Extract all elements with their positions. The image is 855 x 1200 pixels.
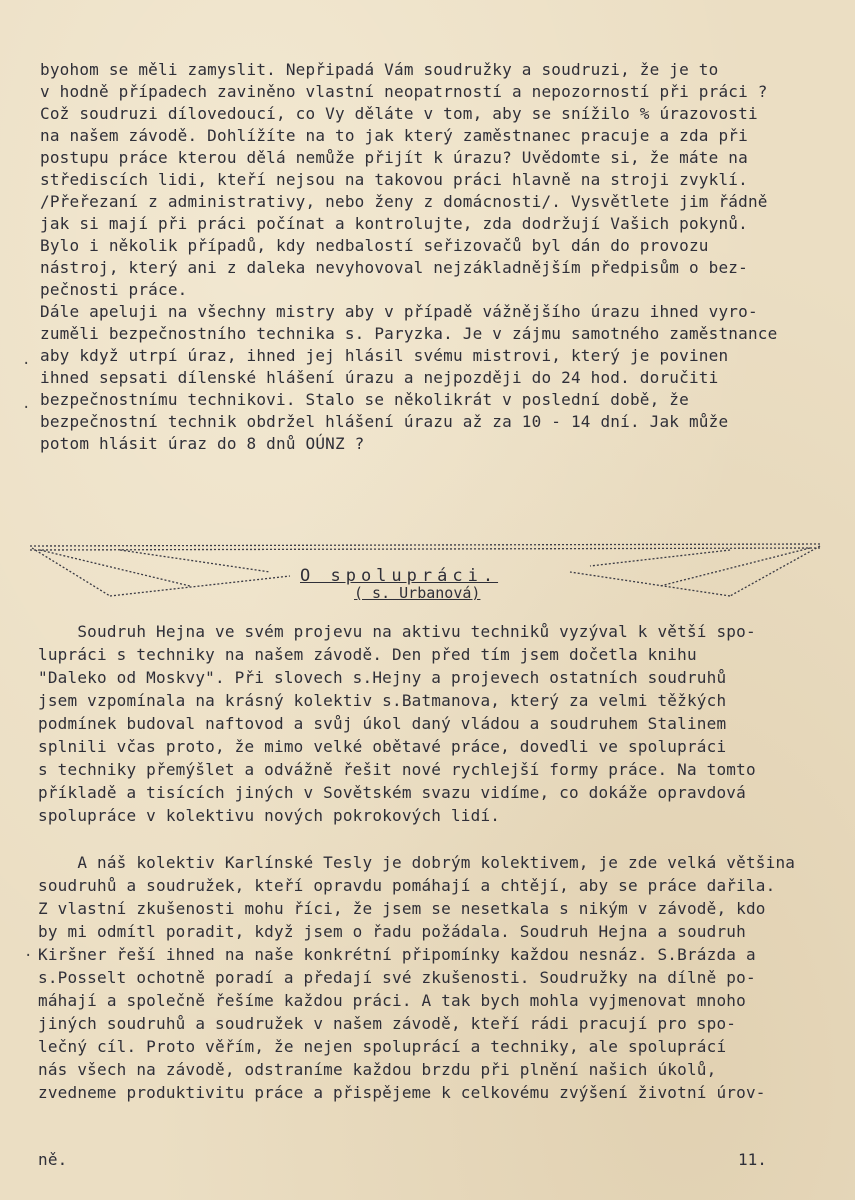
margin-dot: .: [22, 396, 31, 412]
text-line: na našem závodě. Dohlížíte na to jak který zaměstnanec pracuje a zda při: [40, 126, 748, 145]
article-line: Z vlastní zkušenosti mohu říci, že jsem se nesetkala s nikým v závodě, kdo: [38, 899, 766, 918]
text-line: střediscích lidi, kteří nejsou na takovou práci hlavně na stroji zvyklí.: [40, 170, 748, 189]
text-line: bezpečnostní technik obdržel hlášení úrazu až za 10 - 14 dní. Jak může: [40, 412, 729, 431]
article-line: lečný cíl. Proto věřím, že nejen spoluprácí a techniky, ale spoluprácí: [38, 1037, 727, 1056]
margin-dot: .: [22, 352, 31, 368]
text-line: aby když utrpí úraz, ihned jej hlásil svému mistrovi, který je povinen: [40, 346, 729, 365]
text-line: bezpečnostnímu technikovi. Stalo se několikrát v poslední době, že: [40, 390, 689, 409]
text-line: zuměli bezpečnostního technika s. Paryzka. Je v zájmu samotného zaměstnance: [40, 324, 778, 343]
text-line: ihned sepsati dílenské hlášení úrazu a nejpozději do 24 hod. doručiti: [40, 368, 719, 387]
article-author: ( s. Urbanová): [354, 584, 481, 602]
article-line: nás všech na závodě, odstraníme každou brzdu při plnění našich úkolů,: [38, 1060, 717, 1079]
article-line: Soudruh Hejna ve svém projevu na aktivu techniků vyzýval k větší spo-: [38, 622, 756, 641]
text-line: potom hlásit úraz do 8 dnů OÚNZ ?: [40, 434, 365, 453]
article-line: Kiršner řeší ihned na naše konkrétní připomínky každou nesnáz. S.Brázda a: [38, 945, 756, 964]
text-line: Dále apeluji na všechny mistry aby v případě vážnějšího úrazu ihned vyro-: [40, 302, 758, 321]
article-line: lupráci s techniky na našem závodě. Den před tím jsem dočetla knihu: [38, 645, 697, 664]
article-line: soudruhů a soudružek, kteří opravdu pomáhají a chtějí, aby se práce dařila.: [38, 876, 776, 895]
article-line: s.Posselt ochotně poradí a předají své zkušenosti. Soudružky na dílně po-: [38, 968, 756, 987]
article-line: ně.: [38, 1150, 68, 1169]
article-line: "Daleko od Moskvy". Při slovech s.Hejny a projevech ostatních soudruhů: [38, 668, 727, 687]
text-line: postupu práce kterou dělá nemůže přijít k úrazu? Uvědomte si, že máte na: [40, 148, 748, 167]
text-line: /Přeřezaní z administrativy, nebo ženy z domácnosti/. Vysvětlete jim řádně: [40, 192, 768, 211]
article-line: spolupráce v kolektivu nových pokrokových lidí.: [38, 806, 501, 825]
article-line: by mi odmítl poradit, když jsem o řadu požádala. Soudruh Hejna a soudruh: [38, 922, 746, 941]
article-line: A náš kolektiv Karlínské Tesly je dobrým kolektivem, je zde velká většina: [38, 853, 796, 872]
article-line: jsem vzpomínala na krásný kolektiv s.Batmanova, který za velmi těžkých: [38, 691, 727, 710]
article-line: zvedneme produktivitu práce a přispějeme k celkovému zvýšení životní úrov-: [38, 1083, 766, 1102]
article-line: máhají a společně řešíme každou práci. A tak bych mohla vyjmenovat mnoho: [38, 991, 746, 1010]
article-title: O spolupráci.: [300, 566, 499, 586]
text-line: nástroj, který ani z daleka nevyhovoval nejzákladnějším předpisům o bez-: [40, 258, 748, 277]
article-line: příkladě a tisících jiných v Sovětském svazu vidíme, co dokáže opravdová: [38, 783, 746, 802]
text-line: Bylo i několik případů, kdy nedbalostí seřizovačů byl dán do provozu: [40, 236, 709, 255]
text-line: byohom se měli zamyslit. Nepřipadá Vám soudružky a soudruzi, že je to: [40, 60, 719, 79]
text-line: Což soudruzi dílovedoucí, co Vy děláte v tom, aby se snížilo % úrazovosti: [40, 104, 758, 123]
article-line: podmínek budoval naftovod a svůj úkol daný vládou a soudruhem Stalinem: [38, 714, 727, 733]
margin-dot: .: [24, 944, 33, 960]
text-line: v hodně případech zaviněno vlastní neopatrností a nepozorností při práci ?: [40, 82, 768, 101]
text-line: jak si mají při práci počínat a kontrolujte, zda dodržují Vašich pokynů.: [40, 214, 748, 233]
page-number: 11.: [738, 1150, 767, 1169]
article-line: splnili včas proto, že mimo velké obětavé práce, dovedli ve spolupráci: [38, 737, 727, 756]
article-line: jiných soudruhů a soudružek v našem závodě, kteří rádi pracují pro spo-: [38, 1014, 737, 1033]
text-line: pečnosti práce.: [40, 280, 188, 299]
article-line: s techniky přemýšlet a odvážně řešit nové rychlejší formy práce. Na tomto: [38, 760, 756, 779]
